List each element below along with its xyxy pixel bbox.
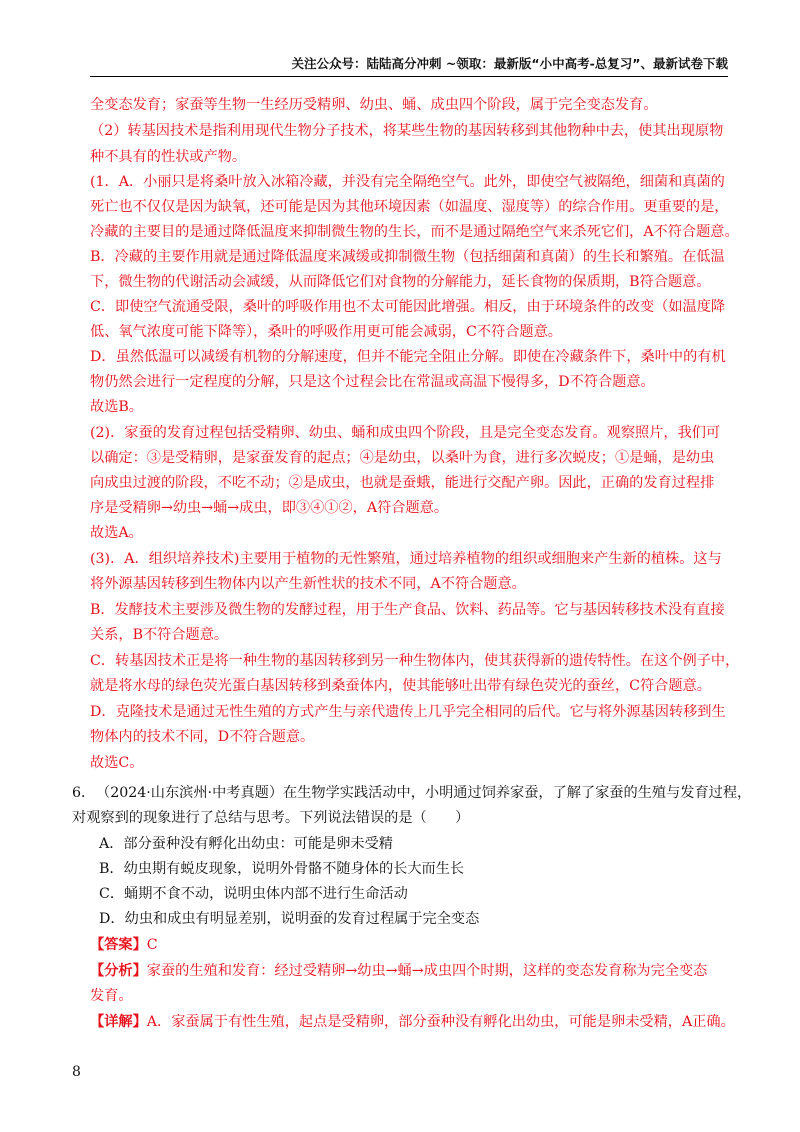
detail-tag: 【详解】 [90, 1014, 147, 1030]
answer-line: B．冷藏的主要作用就是通过降低温度来减缓或抑制微生物（包括细菌和真菌）的生长和繁殖。在低温 [90, 249, 725, 265]
question-stem: （2024·山东滨州·中考真题）在生物学实践活动中，小明通过饲养家蚕，了解了家蚕的生殖与发育过程， [96, 785, 752, 801]
answer-line: 物体内的技术不同，D不符合题意。 [90, 729, 315, 745]
answer-line: 将外源基因转移到生物体内以产生新性状的技术不同，A不符合题意。 [90, 576, 526, 592]
question-stem: 对观察到的现象进行了总结与思考。下列说法错误的是（ ） [72, 810, 470, 826]
answer-line: D．克隆技术是通过无性生殖的方式产生与亲代遗传上几乎完全相同的后代。它与将外源基因转移到生 [90, 704, 726, 720]
option-c: C．蛹期不食不动，说明虫体内部不进行生命活动 [99, 886, 408, 902]
answer-line: 下，微生物的代谢活动会减缓，从而降低它们对食物的分解能力，延长食物的保质期，B符合题意。 [90, 274, 711, 290]
answer-line: C．即使空气流通受限，桑叶的呼吸作用也不太可能因此增强。相反，由于环境条件的改变（如温度降 [90, 299, 726, 315]
answer-line: C．转基因技术正是将一种生物的基因转移到另一种生物体内，使其获得新的遗传特性。在这个例子中， [90, 653, 740, 669]
answer-line: 全变态发育；家蚕等生物一生经历受精卵、幼虫、蛹、成虫四个阶段，属于完全变态发育。 [90, 97, 658, 113]
option-a: A．部分蚕种没有孵化出幼虫：可能是卵未受精 [99, 836, 393, 852]
analysis-tag: 【分析】 [90, 963, 147, 979]
answer-row [90, 935, 158, 955]
detail-row [90, 1012, 735, 1032]
page-number: 8 [72, 1064, 81, 1080]
answer-line: 物仍然会进行一定程度的分解，只是这个过程会比在常温或高温下慢得多，D不符合题意。 [90, 374, 655, 390]
answer-value: C [146, 937, 158, 953]
detail-text: A．家蚕属于有性生殖，起点是受精卵，部分蚕种没有孵化出幼虫，可能是卵未受精，A正确。 [146, 1014, 735, 1030]
answer-line: 序是受精卵→幼虫→蛹→成虫，即③④①②，A符合题意。 [90, 500, 449, 516]
analysis-text: 家蚕的生殖和发育：经过受精卵→幼虫→蛹→成虫四个时期，这样的变态发育称为完全变态 [146, 963, 708, 979]
answer-line: 以确定：③是受精卵，是家蚕发育的起点；④是幼虫，以桑叶为食，进行多次蜕皮；①是蛹，是幼虫 [90, 450, 715, 466]
answer-line: (2)．家蚕的发育过程包括受精卵、幼虫、蛹和成虫四个阶段，且是完全变态发育。观察照片，我们可 [90, 425, 721, 441]
page-header: 关注公众号：陆陆高分冲刺 ~领取：最新版“小中高考-总复习”、最新试卷下载 [291, 56, 728, 71]
answer-line: 故选C。 [90, 755, 144, 771]
option-d: D．幼虫和成虫有明显差别，说明蚕的发育过程属于完全变态 [99, 911, 480, 927]
answer-line: 冷藏的主要目的是通过降低温度来抑制微生物的生长，而不是通过隔绝空气来杀死它们，A不符合题意。 [90, 224, 739, 240]
analysis-text: 发育。 [90, 988, 133, 1004]
answer-line: D．虽然低温可以减缓有机物的分解速度，但并不能完全阻止分解。即使在冷藏条件下，桑叶中的有机 [90, 349, 726, 365]
answer-line: (1．A．小丽只是将桑叶放入冰箱冷藏，并没有完全隔绝空气。此外，即使空气被隔绝，细菌和真菌的 [90, 174, 725, 190]
answer-line: 故选A。 [90, 525, 143, 541]
answer-tag: 【答案】 [90, 937, 147, 953]
answer-line: 故选B。 [90, 399, 143, 415]
answer-line: 种不具有的性状或产物。 [90, 149, 247, 165]
option-b: B．幼虫期有蜕皮现象，说明外骨骼不随身体的长大而生长 [99, 861, 465, 877]
question-number: 6． [72, 785, 96, 801]
answer-line: B．发酵技术主要涉及微生物的发酵过程，用于生产食品、饮料、药品等。它与基因转移技术没有直接 [90, 602, 725, 618]
answer-line: 就是将水母的绿色荧光蛋白基因转移到桑蚕体内，使其能够吐出带有绿色荧光的蚕丝，C符合题意。 [90, 678, 711, 694]
answer-line: 关系，B不符合题意。 [90, 627, 229, 643]
answer-line: 低、氧气浓度可能下降等），桑叶的呼吸作用更可能会减弱，C不符合题意。 [90, 324, 562, 340]
analysis-row [90, 961, 707, 981]
answer-line: 死亡也不仅仅是因为缺氧，还可能是因为其他环境因素（如温度、湿度等）的综合作用。更重要的是， [90, 199, 729, 215]
header-divider [90, 76, 728, 77]
answer-line: 向成虫过渡的阶段，不吃不动；②是成虫，也就是蚕蛾，能进行交配产卵。因此，正确的发育过程排 [90, 475, 715, 491]
answer-line: （2）转基因技术是指利用现代生物分子技术，将某些生物的基因转移到其他物种中去，使其出现原物 [90, 123, 724, 139]
answer-line: (3)．A．组织培养技术)主要用于植物的无性繁殖，通过培养植物的组织或细胞来产生新的植株。这与 [90, 551, 722, 567]
